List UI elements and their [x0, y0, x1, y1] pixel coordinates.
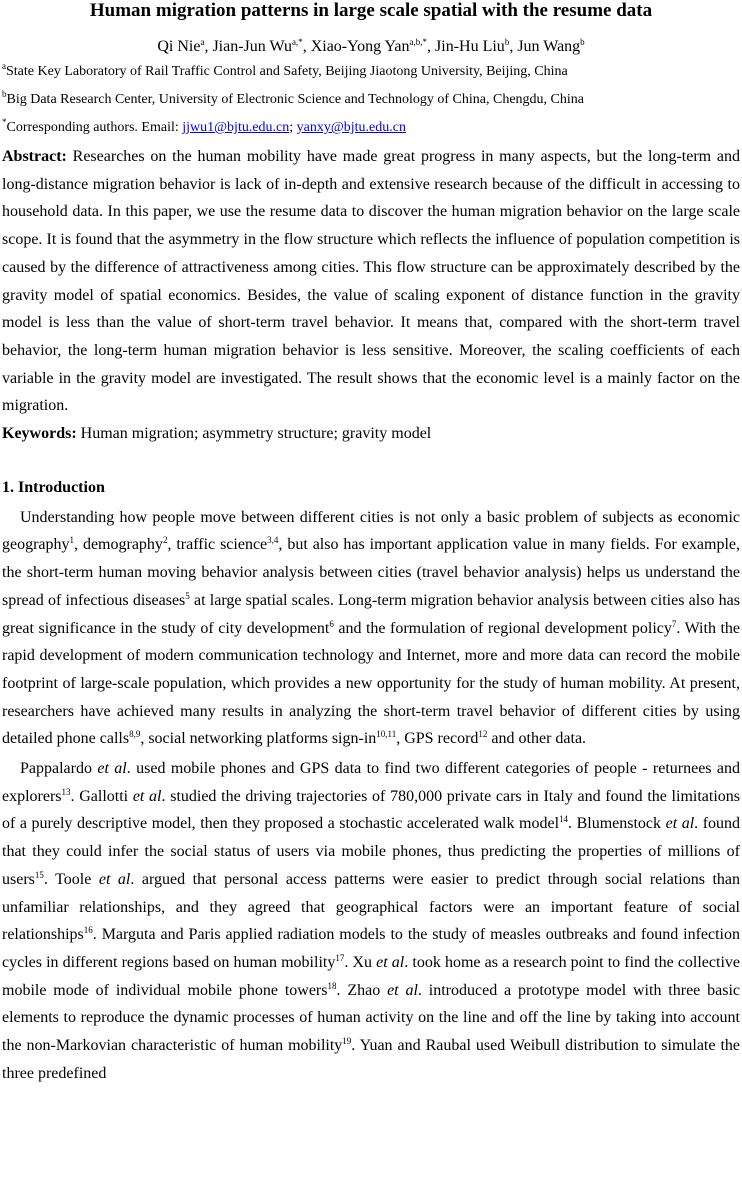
citation-mark: 12 — [478, 729, 488, 740]
citation-mark: 14 — [559, 814, 569, 825]
paragraph-text: . used mobile phones and GPS data to find two different categories of people - returnees and explorers — [2, 760, 741, 805]
paragraph-text: and the formulation of regional development policy — [333, 619, 672, 637]
email-link[interactable]: jjwu1@bjtu.edu.cn — [182, 120, 290, 135]
affiliation-text: State Key Laboratory of Rail Traffic Control and Safety, Beijing Jiaotong University, Beijing, China — [6, 64, 568, 79]
author-name: Xiao-Yong Yan — [310, 38, 410, 55]
italic-text: et al — [97, 760, 127, 778]
author-affiliation-mark: a,b,* — [409, 37, 428, 47]
citation-mark: 2 — [162, 535, 168, 546]
affiliation — [2, 91, 740, 109]
citation-mark: 19 — [342, 1036, 352, 1047]
email-link[interactable]: yanxy@bjtu.edu.cn — [296, 120, 406, 135]
paragraph-text: , demography — [74, 536, 163, 554]
paragraph-text: , but also has important application value in many fields. For example, the short-term human moving behavior analysis between cities (travel behavior analysis) helps us understand the spread of infectious diseases — [2, 536, 740, 609]
author-affiliation-mark: b — [580, 37, 585, 47]
body-paragraph — [2, 504, 740, 753]
italic-text: et al — [387, 981, 418, 999]
paragraph-text: , GPS record — [396, 730, 479, 748]
paragraph-text: , social networking platforms sign-in — [140, 730, 377, 748]
author-name: Jun Wang — [517, 38, 581, 55]
affiliation-mark: a — [2, 61, 6, 71]
paragraph-text: and other data. — [487, 730, 587, 748]
paragraph-text: . Yuan and Raubal used Weibull distribution to simulate the three predefined — [2, 1037, 740, 1082]
keywords — [2, 420, 740, 448]
citation-mark: 7 — [671, 618, 677, 629]
keywords-label: Keywords: — [2, 425, 77, 443]
abstract-label: Abstract: — [2, 148, 67, 165]
author-name: Jian-Jun Wu — [212, 38, 292, 55]
citation-mark: 17 — [335, 952, 345, 963]
author-affiliation-mark: b — [504, 37, 510, 47]
affiliation — [2, 63, 740, 81]
paragraph-text: . introduced a prototype model with three basic elements to reproduce the dynamic processes of human activity on the line and off the line by taking into account the non-Markovian characteristic of human mobility — [2, 981, 741, 1055]
paragraph-text: . Blumenstock — [568, 815, 666, 833]
paragraph-text: . studied the driving trajectories of 780,000 private cars in Italy and found the limitations of a purely descriptive model, then they proposed a stochastic accelerated walk model — [2, 787, 741, 833]
italic-text: et al — [132, 787, 162, 805]
citation-mark: 13 — [61, 786, 71, 797]
author-name: Jin-Hu Liu — [435, 38, 505, 55]
paragraph-text: . argued that personal access patterns were easier to predict through social relations than unfamiliar relationships, and they agreed that geographical factors were an important feature of social relationships — [2, 870, 740, 944]
citation-mark: 10,11 — [376, 729, 397, 740]
author-affiliation-mark: a — [200, 37, 205, 47]
abstract-text: Researches on the human mobility have made great progress in many aspects, but the long-term and long-distance migration behavior is lack of in-depth and extensive research because of the difficult in accessing to household data. In this paper, we use the resume data to discover the human migration behavior on the large scale scope. It is found that the asymmetry in the flow structure which reflects the influence of population competition is caused by the difference of attractiveness among cities. This flow structure can be approximately described by the gravity model of spatial economics. Besides, the value of scaling exponent of distance function in the gravity model is less than the value of short-term travel behavior. It means that, compared with the short-term travel behavior, the long-term human migration behavior is less sensitive. Moreover, the scaling coefficients of each variable in the gravity model are investigated. The result shows that the economic level is a mainly factor on the migration. — [2, 148, 741, 415]
paragraph-text: . Zhao — [336, 981, 388, 999]
paragraph-text: . With the rapid development of modern communication technology and Internet, more and more data can record the mobile footprint of large-scale population, which provides a new opportunity for the study of human mobility. At present, researchers have achieved many results in analyzing the short-term travel behavior of different cities by using detailed phone calls — [2, 619, 740, 748]
citation-mark: 8,9 — [129, 729, 141, 740]
body-paragraph — [2, 755, 740, 1087]
corresponding-label: Corresponding authors. Email: — [6, 120, 183, 135]
paragraph-text: Understanding how people move between different cities is not only a basic problem of subjects as economic geography — [2, 508, 740, 554]
paragraph-text: . Marguta and Paris applied radiation models to the study of measles outbreaks and found infection cycles in different regions based on human mobility — [2, 926, 740, 971]
affiliation-text: Big Data Research Center, University of Electronic Science and Technology of China, Chengdu, China — [6, 92, 584, 107]
paper-title: Human migration patterns in large scale spatial with the resume data — [89, 0, 653, 21]
author-name: Qi Nie — [157, 38, 201, 55]
citation-mark: 5 — [185, 590, 190, 601]
citation-mark: 16 — [83, 925, 93, 936]
paragraph-text: . Xu — [344, 953, 377, 971]
corresponding-authors — [2, 119, 740, 137]
italic-text: et al — [665, 815, 695, 833]
paragraph-text: . Toole — [43, 870, 99, 888]
corresponding-mark: * — [2, 117, 7, 127]
paragraph-text: . found that they could infer the social status of users via mobile phones, thus predicting the properties of millions of users — [2, 815, 741, 888]
section-heading: 1. Introduction — [2, 478, 105, 496]
author-list: Qi Nie$^a$, Jian-Jun $Wu^{a,*}$, Xiao-Yong Yan$^{a,b,*}$, Jin-Hu Liu$^b$, Jun Wang$^b$ — [157, 37, 585, 55]
citation-mark: 1 — [69, 535, 75, 546]
citation-mark: 15 — [34, 869, 44, 880]
paragraph-text: . took home as a research point to find the collective mobile mode of individual mobile phone towers — [2, 953, 741, 999]
paragraph-text: at large spatial scales. Long-term migration behavior analysis between cities also has great significance in the study of city development — [2, 591, 740, 637]
citation-mark: 6 — [329, 618, 334, 629]
italic-text: et al — [98, 870, 131, 888]
paragraph-text: . Gallotti — [70, 787, 133, 805]
affiliation-mark: b — [2, 89, 7, 99]
citation-mark: 18 — [327, 980, 337, 991]
abstract — [2, 143, 740, 420]
paragraph-text: Pappalardo — [20, 760, 98, 778]
author-affiliation-mark: a,* — [291, 37, 303, 47]
email-separator: ; — [289, 120, 297, 135]
italic-text: et al — [376, 953, 405, 971]
keywords-text: Human migration; asymmetry structure; gravity model — [80, 425, 432, 443]
paragraph-text: , traffic science — [167, 536, 268, 554]
citation-mark: 3,4 — [267, 535, 279, 546]
